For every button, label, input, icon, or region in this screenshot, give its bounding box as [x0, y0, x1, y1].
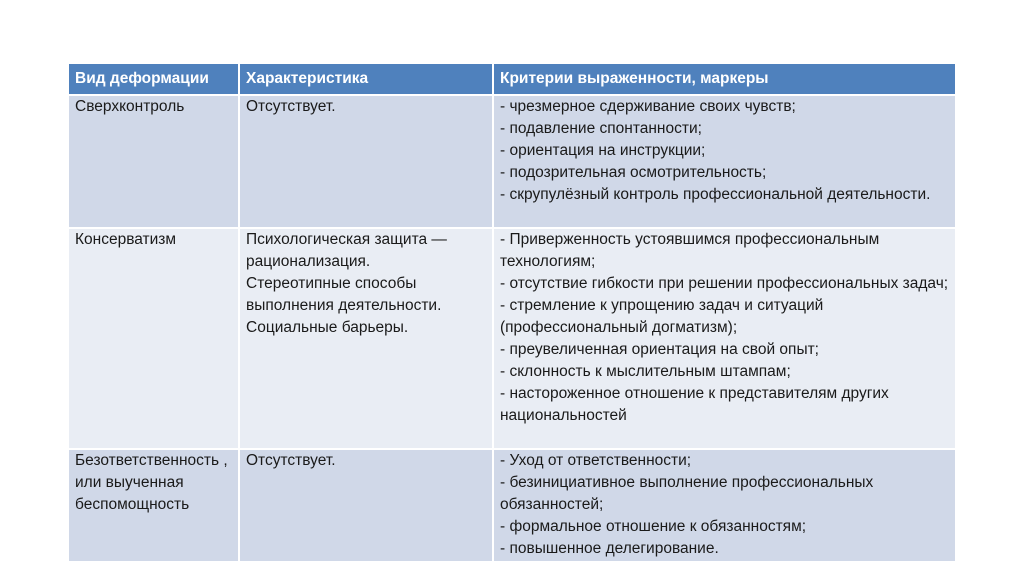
table-header-row	[69, 64, 955, 95]
header-characteristic: Характеристика	[239, 64, 493, 95]
criteria-item: - ориентация на инструкции;	[500, 142, 706, 159]
cell-characteristic	[239, 95, 493, 228]
cell-deformation-type	[69, 228, 239, 449]
cell-criteria	[493, 228, 955, 449]
criteria-item: - склонность к мыслительным штампам;	[500, 363, 791, 380]
cell-characteristic	[239, 228, 493, 449]
cell-deformation-type	[69, 449, 239, 561]
header-criteria: Критерии выраженности, маркеры	[493, 64, 955, 95]
table-row	[69, 449, 955, 561]
criteria-item: - повышенное делегирование.	[500, 540, 719, 557]
criteria-item: - чрезмерное сдерживание своих чувств;	[500, 98, 796, 115]
deformation-table	[69, 64, 955, 561]
table-row	[69, 95, 955, 228]
cell-text: Консерватизм	[75, 231, 177, 248]
criteria-item: - преувеличенная ориентация на свой опыт;	[500, 341, 819, 358]
criteria-item: - Уход от ответственности;	[500, 452, 692, 469]
criteria-item: - безинициативное выполнение профессиональных обязанностей;	[500, 474, 874, 513]
criteria-item: - отсутствие гибкости при решении профессиональных задач;	[500, 275, 949, 292]
cell-text: Сверхконтроль	[75, 98, 185, 115]
cell-text: Стереотипные способы выполнения деятельности.	[246, 275, 442, 314]
cell-text: Социальные барьеры.	[246, 319, 409, 336]
cell-criteria	[493, 449, 955, 561]
cell-deformation-type	[69, 95, 239, 228]
cell-text: Психологическая защита — рационализация.	[246, 231, 447, 270]
table-row	[69, 228, 955, 449]
criteria-item: - формальное отношение к обязанностям;	[500, 518, 807, 535]
criteria-item: - настороженное отношение к представителям других национальностей	[500, 385, 889, 424]
cell-text: Отсутствует.	[246, 452, 336, 469]
criteria-item: - стремление к упрощению задач и ситуаций (профессиональный догматизм);	[500, 297, 824, 336]
cell-text: Безответственность , или выученная беспомощность	[75, 452, 228, 513]
cell-criteria	[493, 95, 955, 228]
criteria-item: - подавление спонтанности;	[500, 120, 702, 137]
header-deformation-type: Вид деформации	[69, 64, 239, 95]
cell-characteristic	[239, 449, 493, 561]
cell-text: Отсутствует.	[246, 98, 336, 115]
criteria-item: - скрупулёзный контроль профессиональной деятельности.	[500, 186, 931, 203]
criteria-item: - подозрительная осмотрительность;	[500, 164, 767, 181]
criteria-item: - Приверженность устоявшимся профессиональным технологиям;	[500, 231, 880, 270]
